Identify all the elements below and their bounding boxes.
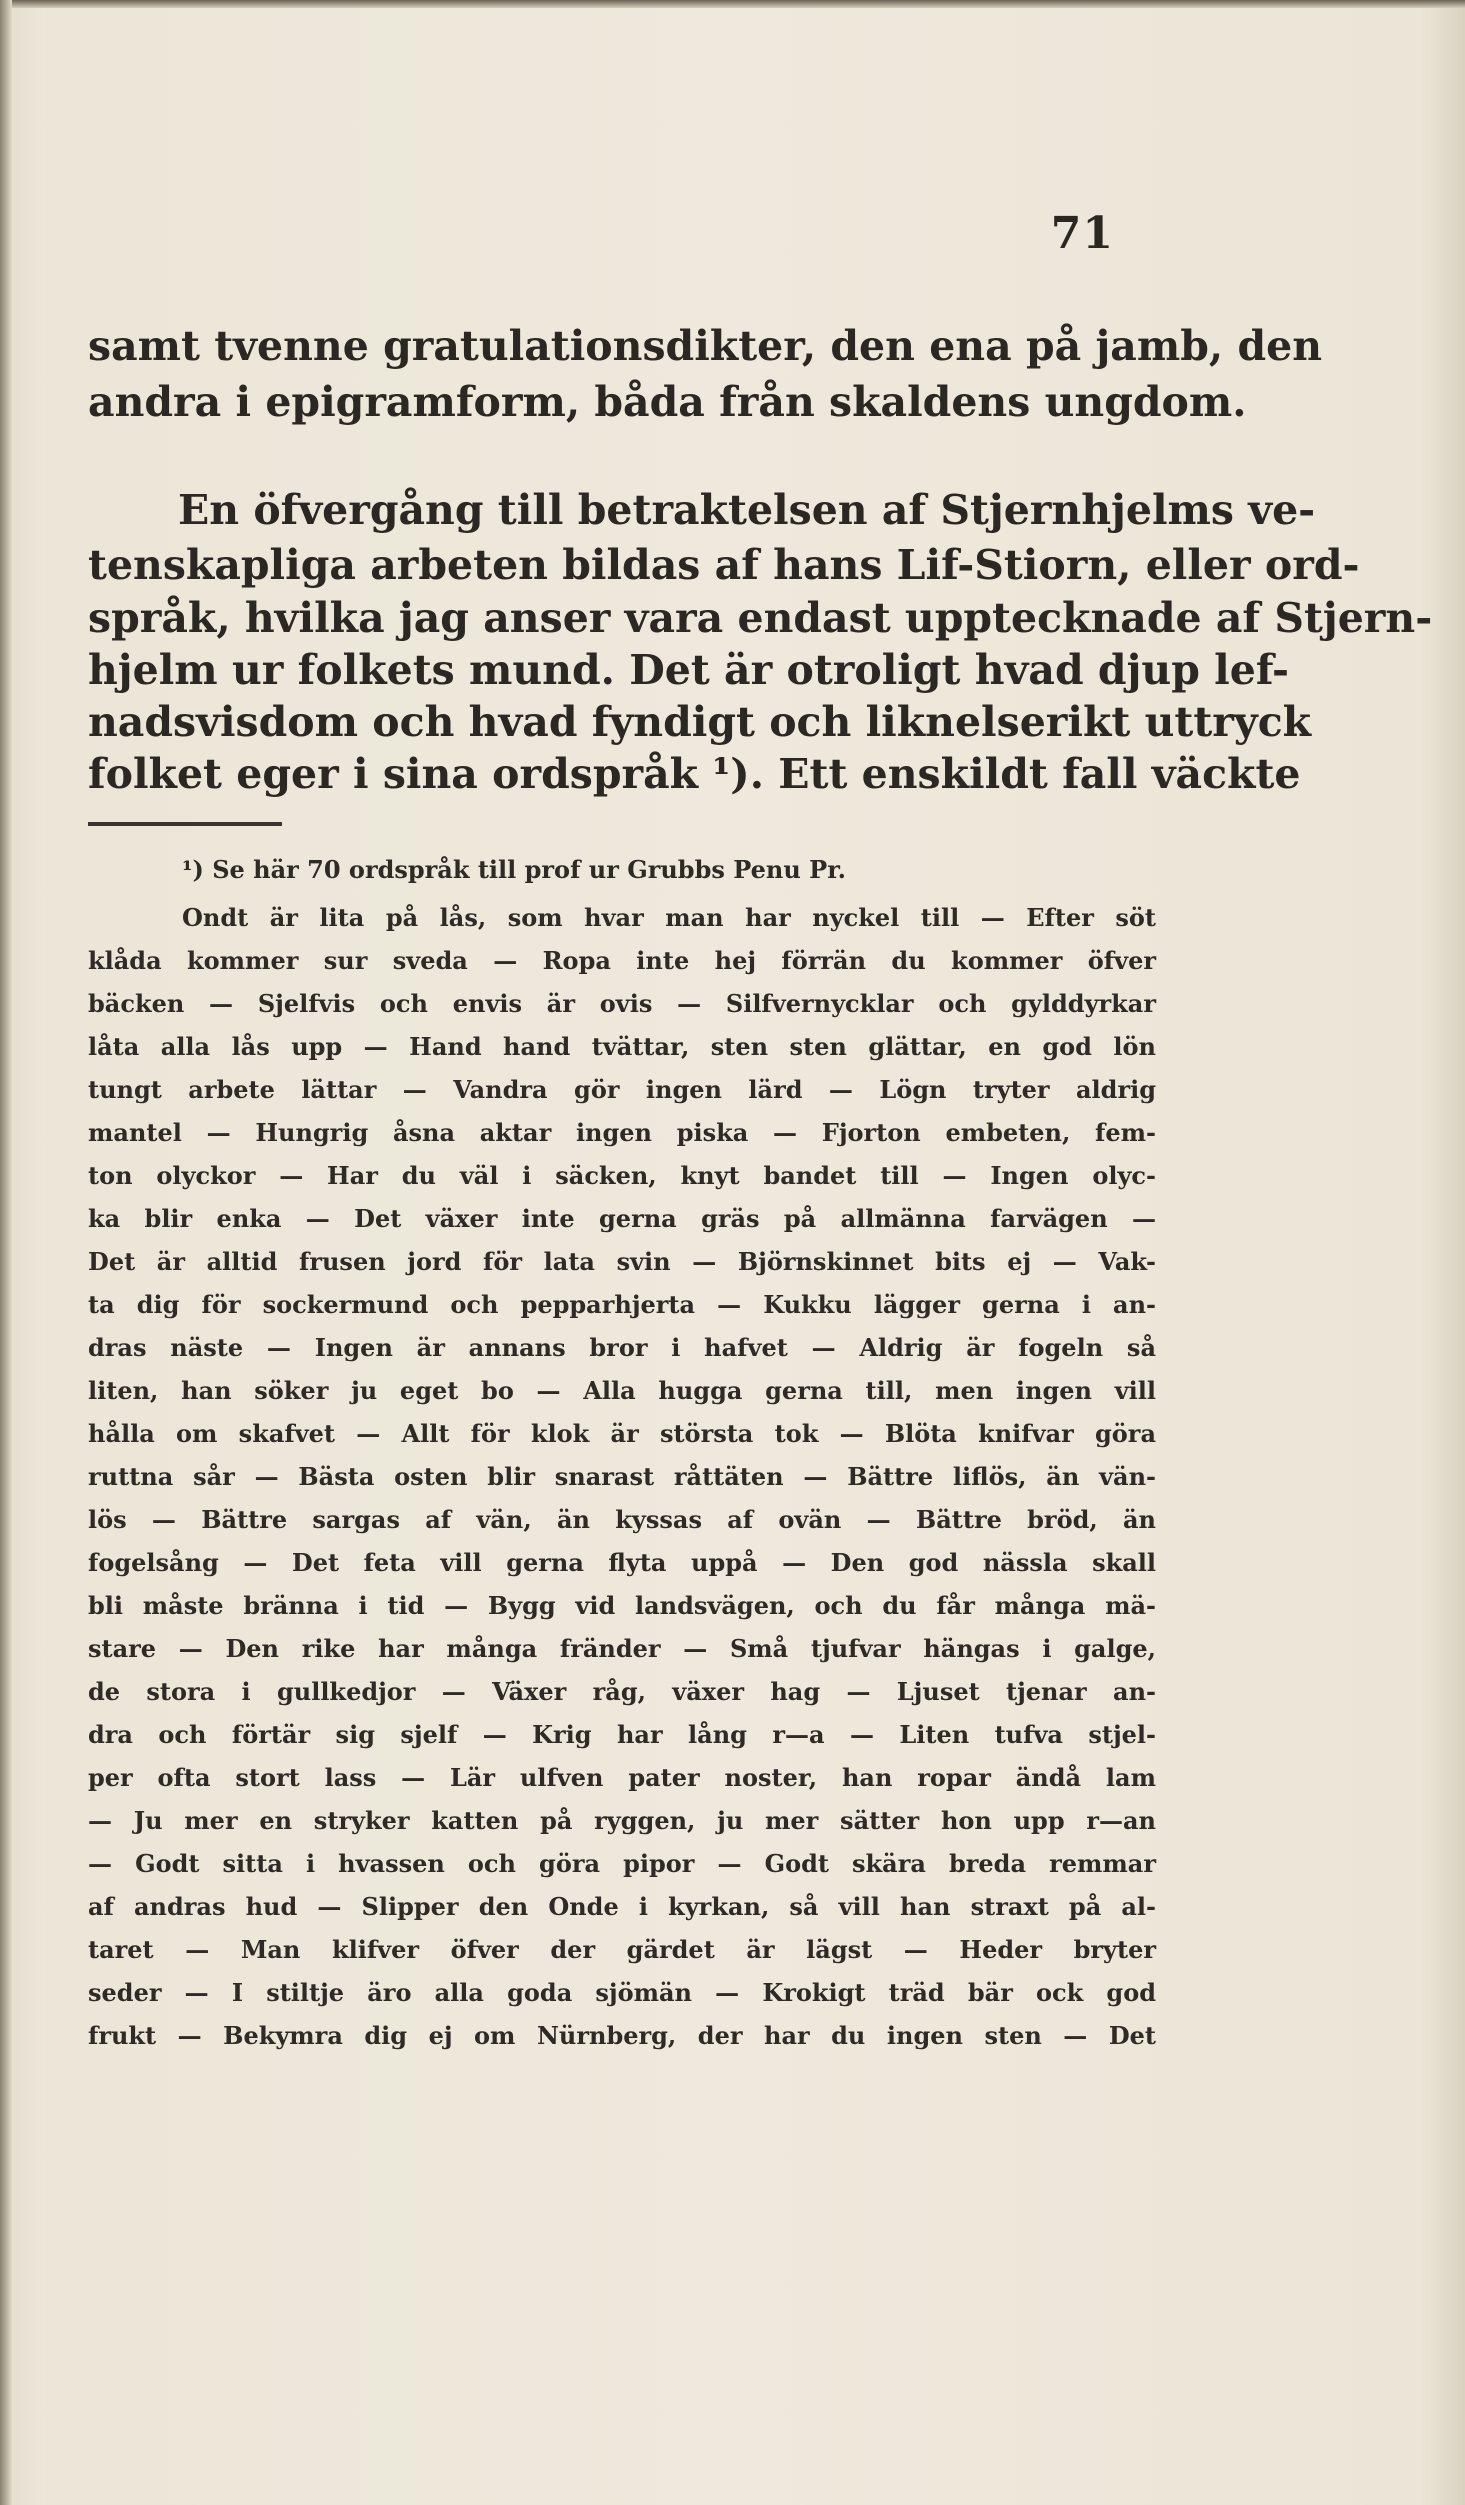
footnote-line: per ofta stort lass — Lär ulfven pater noster, han ropar ändå lam [88, 1763, 1156, 1792]
footnote-line: mantel — Hungrig åsna aktar ingen piska — Fjorton embeten, fem- [88, 1118, 1156, 1147]
footnote-line: ka blir enka — Det växer inte gerna gräs på allmänna farvägen — [88, 1204, 1156, 1233]
body-line: andra i epigramform, båda från skaldens ungdom. [88, 378, 1247, 426]
body-line: En öfvergång till betraktelsen af Stjernhjelms ve- [178, 486, 1316, 534]
footnote-line: ton olyckor — Har du väl i säcken, knyt bandet till — Ingen olyc- [88, 1161, 1156, 1190]
footnote-line: lös — Bättre sargas af vän, än kyssas af ovän — Bättre bröd, än [88, 1505, 1156, 1534]
footnote-line: — Godt sitta i hvassen och göra pipor — Godt skära breda remmar [88, 1849, 1156, 1878]
footnote-line: bäcken — Sjelfvis och envis är ovis — Silfvernycklar och gylddyrkar [88, 989, 1156, 1018]
footnote-line: seder — I stiltje äro alla goda sjömän — Krokigt träd bär ock god [88, 1978, 1156, 2007]
footnote-line: tungt arbete lättar — Vandra gör ingen lärd — Lögn tryter aldrig [88, 1075, 1156, 1104]
footnote-line: låta alla lås upp — Hand hand tvättar, sten sten glättar, en god lön [88, 1032, 1156, 1061]
page-number: 71 [1050, 208, 1114, 259]
page-binding-edge [0, 0, 12, 2505]
page-top-edge [0, 0, 1465, 8]
footnote-rule [88, 822, 282, 826]
body-line: hjelm ur folkets mund. Det är otroligt hvad djup lef- [88, 646, 1290, 694]
footnote-line: stare — Den rike har många fränder — Små tjufvar hängas i galge, [88, 1634, 1156, 1663]
footnote-line: liten, han söker ju eget bo — Alla hugga gerna till, men ingen vill [88, 1376, 1156, 1405]
footnote-line: bli måste brännа i tid — Bygg vid landsvägen, och du får många mä- [88, 1591, 1156, 1620]
footnote-line: frukt — Bekymra dig ej om Nürnberg, der har du ingen sten — Det [88, 2021, 1156, 2050]
footnote-line: ruttna sår — Bästa osten blir snarast råttäten — Bättre liflös, än vän- [88, 1462, 1156, 1491]
body-line: samt tvenne gratulationsdikter, den ena på jamb, den [88, 322, 1323, 370]
footnote-line: af andras hud — Slipper den Onde i kyrkan, så vill han straxt på al- [88, 1892, 1156, 1921]
body-line: nadsvisdom och hvad fyndigt och liknelserikt uttryck [88, 698, 1312, 746]
footnote-line: taret — Man klifver öfver der gärdet är lägst — Heder bryter [88, 1935, 1156, 1964]
body-line: tenskapliga arbeten bildas af hans Lif-Stiorn, eller ord- [88, 541, 1360, 589]
footnote-heading: ¹) Se här 70 ordspråk till prof ur Grubbs Penu Pr. [182, 855, 846, 884]
footnote-line: klåda kommer sur sveda — Ropa inte hej förrän du kommer öfver [88, 946, 1156, 975]
footnote-line: de stora i gullkedjor — Växer råg, växer hag — Ljuset tjenar an- [88, 1677, 1156, 1706]
footnote-line: dra och förtär sig sjelf — Krig har lång r—a — Liten tufva stjel- [88, 1720, 1156, 1749]
footnote-line: Det är alltid frusen jord för lata svin — Björnskinnet bits ej — Vak- [88, 1247, 1156, 1276]
footnote-line: dras näste — Ingen är annans bror i hafvet — Aldrig är fogeln så [88, 1333, 1156, 1362]
footnote-line: hålla om skafvet — Allt för klok är största tok — Blöta knifvar göra [88, 1419, 1156, 1448]
footnote-line: fogelsång — Det feta vill gerna flyta uppå — Den god nässla skall [88, 1548, 1156, 1577]
body-line: språk, hvilka jag anser vara endast upptecknade af Stjern- [88, 594, 1433, 642]
footnote-line: ta dig för sockermund och pepparhjerta — Kukku lägger gerna i an- [88, 1290, 1156, 1319]
footnote-line: — Ju mer en stryker katten på ryggen, ju mer sätter hon upp r—an [88, 1806, 1156, 1835]
body-line: folket eger i sina ordspråk ¹). Ett enskildt fall väckte [88, 750, 1301, 798]
footnote-line: Ondt är lita på lås, som hvar man har nyckel till — Efter söt [182, 903, 1156, 932]
